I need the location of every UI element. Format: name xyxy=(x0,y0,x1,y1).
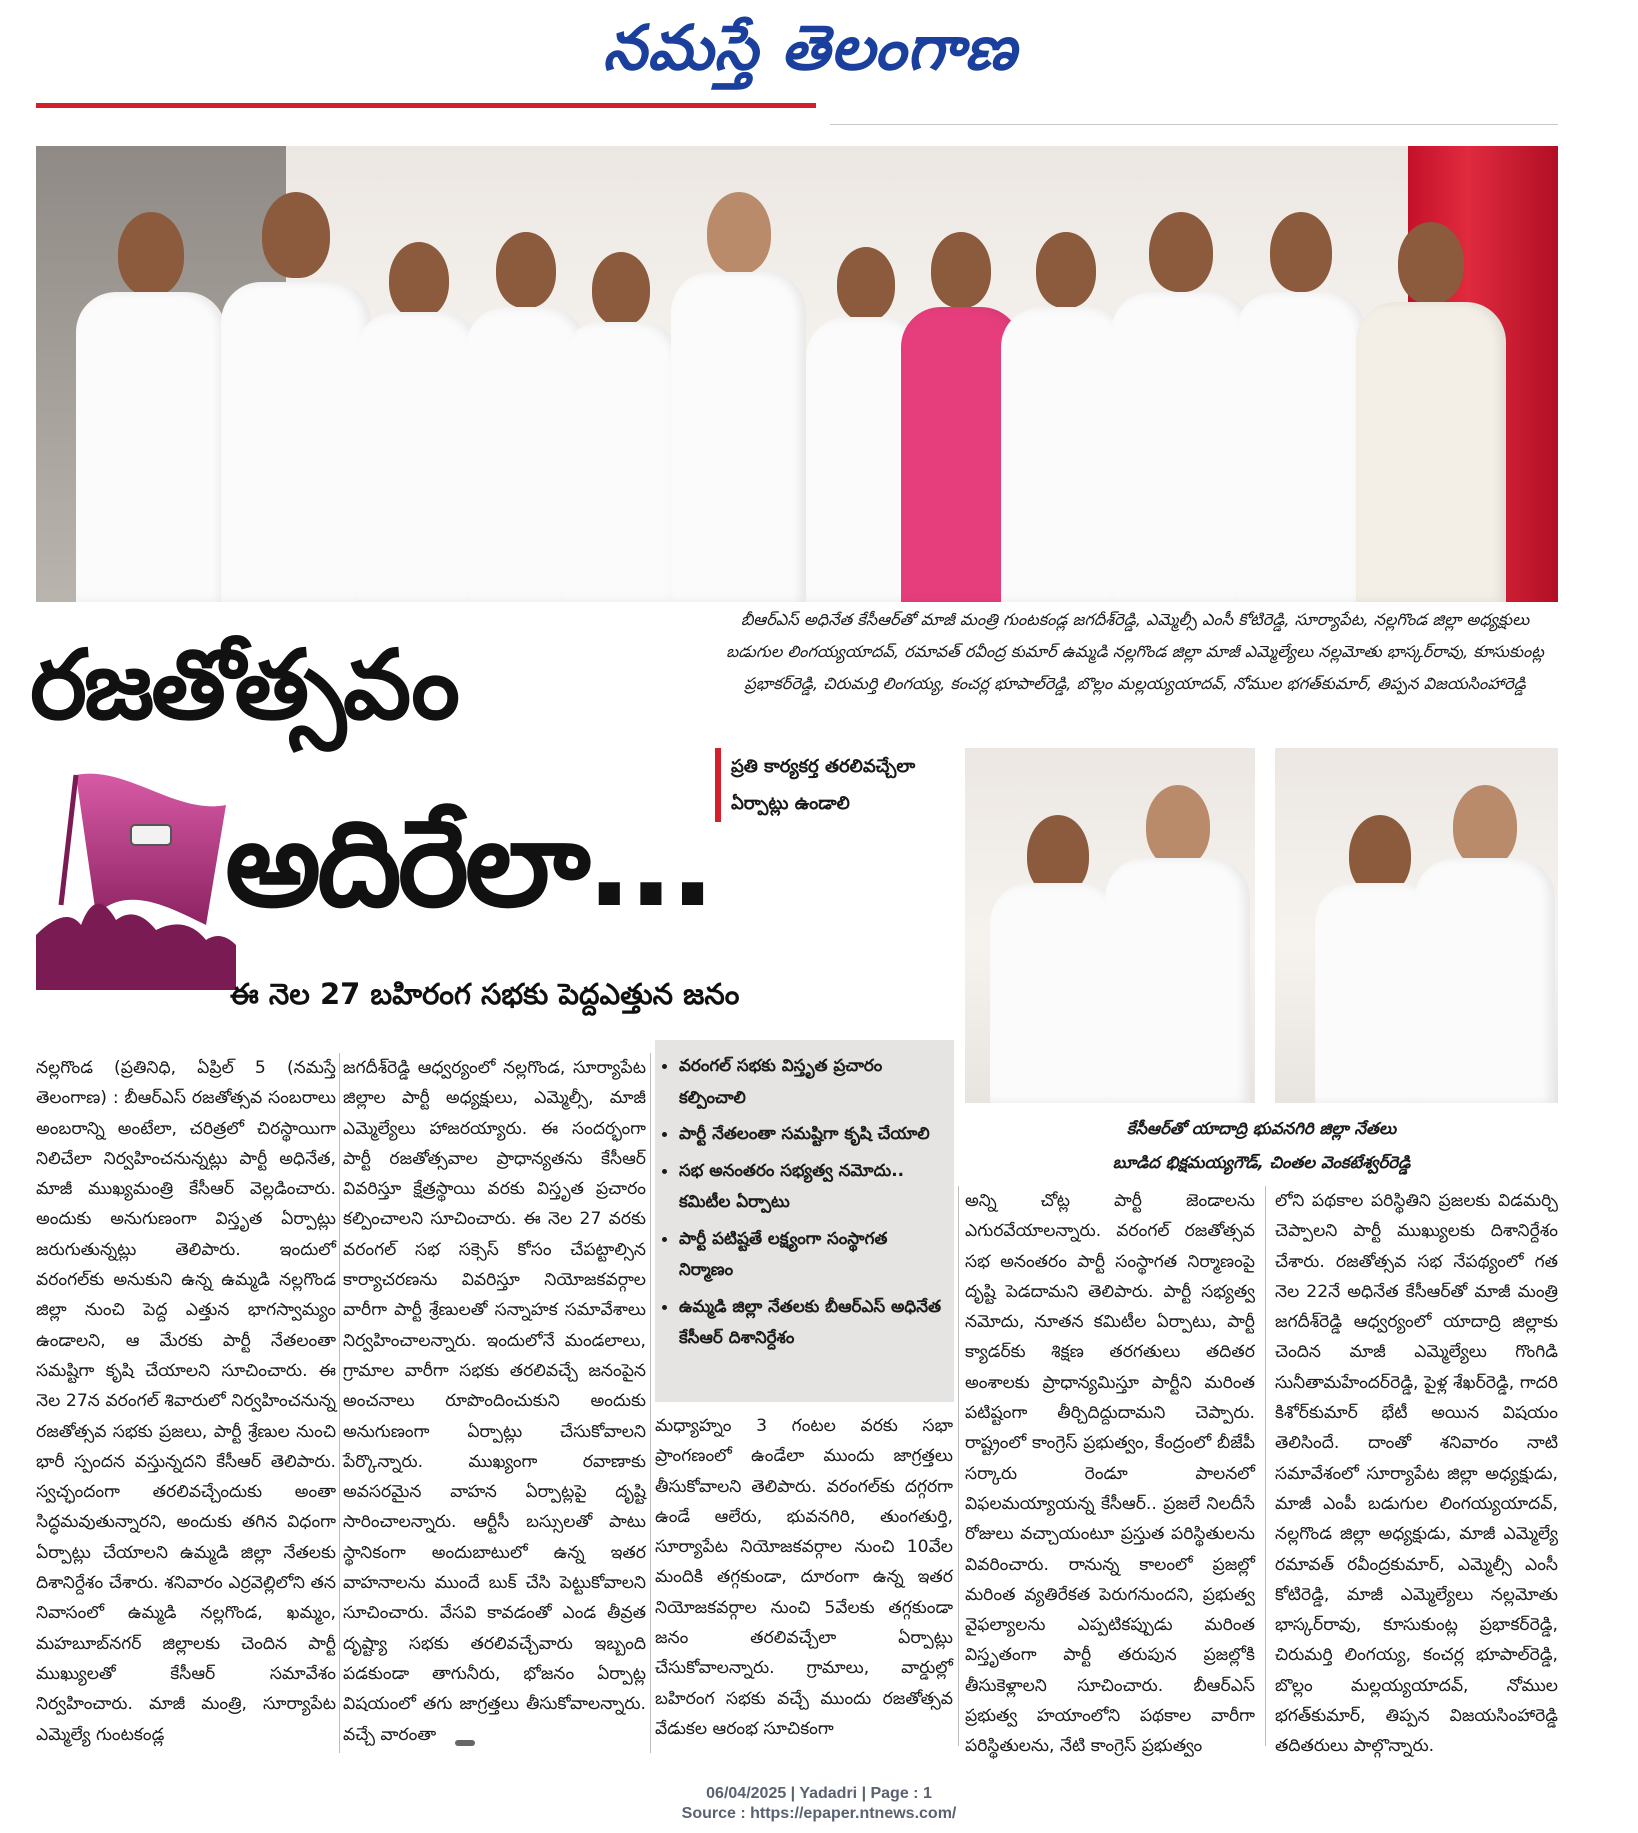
side-caption-line-2: బూడిద భిక్షమయ్యగౌడ్, చింతల వెంకటేశ్వర్‌రెడ్డి xyxy=(1112,1153,1411,1172)
masthead-title: నమస్తే తెలంగాణ xyxy=(602,11,1018,84)
headline-line-1: రజతోత్సవం xyxy=(30,629,457,741)
article-column-1 xyxy=(36,1053,336,1750)
column-divider xyxy=(958,1186,959,1746)
photo-person xyxy=(561,232,681,602)
photo-person xyxy=(1356,202,1506,602)
footer-source-link[interactable]: Source : https://epaper.ntnews.com/ xyxy=(681,1805,957,1822)
photo-person xyxy=(76,192,226,602)
column-divider xyxy=(339,1053,340,1753)
footer-edition-info: 06/04/2025 | Yadadri | Page : 1 xyxy=(706,1785,932,1802)
photo-person xyxy=(1415,773,1555,1103)
side-photo-right xyxy=(1275,748,1558,1103)
highlight-item: • వరంగల్ సభకు విస్తృత ప్రచారం కల్పించాలి xyxy=(679,1050,946,1113)
highlight-item: • పార్టీ నేతలంతా సమష్టిగా కృషి చేయాలి xyxy=(679,1118,946,1150)
article-column-3 xyxy=(655,1411,953,1744)
highlight-item: • ఉమ్మడి జిల్లా నేతలకు బీఆర్ఎస్ అధినేత కేసీఆర్ దిశానిర్దేశం xyxy=(679,1291,946,1354)
photo-person xyxy=(221,172,371,602)
article-text: మధ్యాహ్నం 3 గంటల వరకు సభా ప్రాంగణంలో ఉండేలా ముందు జాగ్రత్తలు తీసుకోవాలని తెలిపారు. వరంగల్‌కు దగ్గరగా ఉండే ఆలేరు, భువనగిరి, తుంగతుర్తి, సూర్యాపేట నియోజకవర్గాల నుంచి 10వేల మందికి తగ్గకుండా, దూరంగా ఉన్న ఇతర నియోజకవర్గాల నుంచి 5వేలకు తగ్గకుండా జనం తరలివచ్చేలా ఏర్పాట్లు చేసుకోవాలన్నారు. గ్రామాలు, వార్డుల్లో బహిరంగ సభకు వచ్చే ముందు రజతోత్సవ వేడుకల ఆరంభ సూచికంగా xyxy=(655,1416,953,1739)
article-text: నల్లగొండ (ప్రతినిధి, ఏప్రిల్ 5 (నమస్తే తెలంగాణ) : బీఆర్ఎస్ రజతోత్సవ సంబరాలు అంబరాన్ని అంటేలా, చరిత్రలో చిరస్థాయిగా నిలిచేలా నిర్వహించనున్నట్లు పార్టీ అధినేత, మాజీ ముఖ్యమంత్రి కేసీఆర్ వెల్లడించారు. అందుకు అనుగుణంగా విస్తృత ఏర్పాట్లు జరుగుతున్నట్లు తెలిపారు. ఇందులో వరంగల్‌కు అనుకుని ఉన్న ఉమ్మడి నల్లగొండ జిల్లా నుంచి పెద్ద ఎత్తున భాగస్వామ్యం ఉండాలని, ఆ మేరకు పార్టీ నేతలంతా సమష్టిగా కృషి చేయాలని సూచించారు. ఈ నెల 27న వరంగల్ శివారులో నిర్వహించనున్న రజతోత్సవ సభకు ప్రజలు, పార్టీ శ్రేణుల నుంచి భారీ స్పందన వస్తున్నదని కేసీఆర్ తెలిపారు. స్వచ్ఛందంగా తరలివచ్చేందుకు అంతా సిద్ధమవుతున్నారని, అందుకు తగిన విధంగా ఏర్పాట్లు చేయాలని ఉమ్మడి జిల్లా నేతలకు దిశానిర్దేశం చేశారు. శనివారం ఎర్రవెల్లిలోని తన నివాసంలో ఉమ్మడి నల్లగొండ, ఖమ్మం, మహబూబ్‌నగర్ జిల్లాలకు చెందిన పార్టీ ముఖ్యులతో కేసీఆర్ సమావేశం నిర్వహించారు. మాజీ మంత్రి, సూర్యాపేట ఎమ్మెల్యే గుంటకండ్ల xyxy=(36,1058,336,1745)
party-flag-graphic xyxy=(36,755,236,990)
article-text: జగదీశ్‌రెడ్డి ఆధ్వర్యంలో నల్లగొండ, సూర్యాపేట జిల్లాల పార్టీ అధ్యక్షులు, ఎమ్మెల్సీ, మాజీ ఎమ్మెల్యేలు హాజరయ్యారు. ఈ సందర్భంగా పార్టీ రజతోత్సవాల ప్రాధాన్యతను కేసీఆర్ వివరిస్తూ క్షేత్రస్థాయి వరకు విస్తృత ప్రచారం కల్పించాలని సూచించారు. ఈ నెల 27 వరకు వరంగల్ సభ సక్సెస్ కోసం చేపట్టాల్సిన కార్యాచరణను వివరిస్తూ నియోజకవర్గాల వారీగా పార్టీ శ్రేణులతో సన్నాహక సమావేశాలు నిర్వహించాలన్నారు. ఇందులోనే మండలాలు, గ్రామాల వారీగా సభకు తరలివచ్చే జనంపైన అంచనాలు రూపొందించుకుని అందుకు అనుగుణంగా ఏర్పాట్లు చేసుకోవాలని పేర్కొన్నారు. ముఖ్యంగా రవాణాకు అవసరమైన వాహన ఏర్పాట్లపై దృష్టి సారించాలన్నారు. ఆర్టీసీ బస్సులతో పాటు స్థానికంగా అందుబాటులో ఉన్న ఇతర వాహనాలను ముందే బుక్ చేసి పెట్టుకోవాలని సూచించారు. వేసవి కావడంతో ఎండ తీవ్రత దృష్ట్యా సభకు తరలివచ్చేవారు ఇబ్బంది పడకుండా తాగునీరు, భోజనం ఏర్పాట్ల విషయంలో తగు జాగ్రత్తలు తీసుకోవాలన్నారు. వచ్చే వారంతా xyxy=(343,1058,646,1745)
highlight-item: • పార్టీ పటిష్టతే లక్ష్యంగా సంస్థాగత నిర్మాణం xyxy=(679,1223,946,1286)
photo-person xyxy=(671,172,806,602)
headline-line-2: అదిరేలా... xyxy=(225,795,712,934)
side-photos-caption xyxy=(965,1112,1558,1180)
highlights-box xyxy=(655,1040,954,1402)
article-text: లోని పథకాల పరిస్థితిని ప్రజలకు విడమర్చి చెప్పాలని పార్టీ ముఖ్యులకు దిశానిర్దేశం చేశారు. రజతోత్సవ సభ నేపథ్యంలో గత నెల 22నే అధినేత కేసీఆర్‌తో మాజీ మంత్రి జగదీశ్‌రెడ్డి ఆధ్వర్యంలో యాదాద్రి జిల్లాకు చెందిన మాజీ ఎమ్మెల్యేలు గొంగిడి సునీతామహేందర్‌రెడ్డి, పైళ్ల శేఖర్‌రెడ్డి, గాదరి కిశోర్‌కుమార్ భేటీ అయిన విషయం తెలిసిందే. దాంతో శనివారం నాటి సమావేశంలో సూర్యాపేట జిల్లా అధ్యక్షుడు, మాజీ ఎంపీ బడుగుల లింగయ్యయాదవ్, నల్లగొండ జిల్లా అధ్యక్షుడు, మాజీ ఎమ్మెల్యే రమావత్ రవీంద్రకుమార్, ఎమ్మెల్సీ ఎంసీ కోటిరెడ్డి, మాజీ ఎమ్మెల్యేలు నల్లమోతు భాస్కర్‌రావు, కూసుకుంట్ల ప్రభాకర్‌రెడ్డి, చిరుమర్తి లింగయ్య, కంచర్ల భూపాల్‌రెడ్డి, బొల్లం మల్లయ్యయాదవ్, నోముల భగత్‌కుమార్, తిప్పన విజయసింహారెడ్డి తదితరులు పాల్గొన్నారు. xyxy=(1275,1191,1558,1757)
side-photo-left xyxy=(965,748,1255,1103)
side-caption-line-1: కేసీఆర్‌తో యాదాద్రి భువనగిరి జిల్లా నేతలు xyxy=(1126,1119,1397,1138)
kicker-text: ప్రతి కార్యకర్త తరలివచ్చేలా ఏర్పాట్లు ఉండాలి xyxy=(715,748,971,822)
headline-subhead: ఈ నెల 27 బహిరంగ సభకు పెద్దఎత్తున జనం xyxy=(230,977,740,1011)
masthead-red-rule xyxy=(36,103,816,108)
highlight-item: • సభ అనంతరం సభ్యత్వ నమోదు.. కమిటీల ఏర్పాటు xyxy=(679,1155,946,1218)
group-photo xyxy=(36,146,1558,602)
column-divider xyxy=(650,1053,651,1753)
photo-person xyxy=(356,222,481,602)
article-text: అన్ని చోట్ల పార్టీ జెండాలను ఎగురవేయాలన్నారు. వరంగల్ రజతోత్సవ సభ అనంతరం పార్టీ సంస్థాగత నిర్మాణంపై దృష్టి పెడదామని తెలిపారు. పార్టీ సభ్యత్వ నమోదు, నూతన కమిటీల ఏర్పాటు, పార్టీ క్యాడర్‌కు శిక్షణ తరగతులు తదితర అంశాలకు ప్రాధాన్యమిస్తూ పార్టీని మరింత పటిష్టంగా తీర్చిదిద్దుదామని చెప్పారు. రాష్ట్రంలో కాంగ్రెస్ ప్రభుత్వం, కేంద్రంలో బీజేపీ సర్కారు రెండూ పాలనలో విఫలమయ్యాయన్న కేసీఆర్.. ప్రజలే నిలదీసే రోజులు వచ్చాయంటూ ప్రస్తుత పరిస్థితులను వివరించారు. రానున్న కాలంలో ప్రజల్లో మరింత వ్యతిరేకత పెరుగనుందని, ప్రభుత్వ వైఫల్యాలను ఎప్పటికప్పుడు మరింత విస్తృతంగా పార్టీ తరుపున ప్రజల్లోకి తీసుకెళ్లాలని సూచించారు. బీఆర్ఎస్ ప్రభుత్వ హయాంలోని పథకాల వారీగా పరిస్థితులను, నేటి కాంగ్రెస్ ప్రభుత్వం xyxy=(965,1191,1255,1757)
column-divider xyxy=(1265,1186,1266,1746)
photo-person xyxy=(1111,192,1251,602)
article-column-2 xyxy=(343,1053,646,1750)
photo-person xyxy=(1105,773,1250,1103)
main-photo-caption: బీఆర్ఎస్ అధినేత కేసీఆర్‌తో మాజీ మంత్రి గుంటకండ్ల జగదీశ్‌రెడ్డి, ఎమ్మెల్సీ ఎంసీ కోటిరెడ్డి, సూర్యాపేట, నల్లగొండ జిల్లా అధ్యక్షులు బడుగుల లింగయ్యయాదవ్, రమావత్ రవీంద్ర కుమార్ ఉమ్మడి నల్లగొండ జిల్లా మాజీ ఎమ్మెల్యేలు నల్లమోతు భాస్కర్‌రావు, కూసుకుంట్ల ప్రభాకర్‌రెడ్డి, చిరుమర్తి లింగయ్య, కంచర్ల భూపాల్‌రెడ్డి, బొల్లం మల్లయ్యయాదవ్, నోముల భగత్‌కుమార్, తిప్పన విజయసింహారెడ్డి xyxy=(726,610,1544,693)
article-column-5 xyxy=(1275,1186,1558,1762)
article-column-4 xyxy=(965,1186,1255,1762)
masthead-grey-rule xyxy=(830,124,1558,125)
page-marker xyxy=(455,1740,475,1746)
photo-person xyxy=(1236,192,1366,602)
